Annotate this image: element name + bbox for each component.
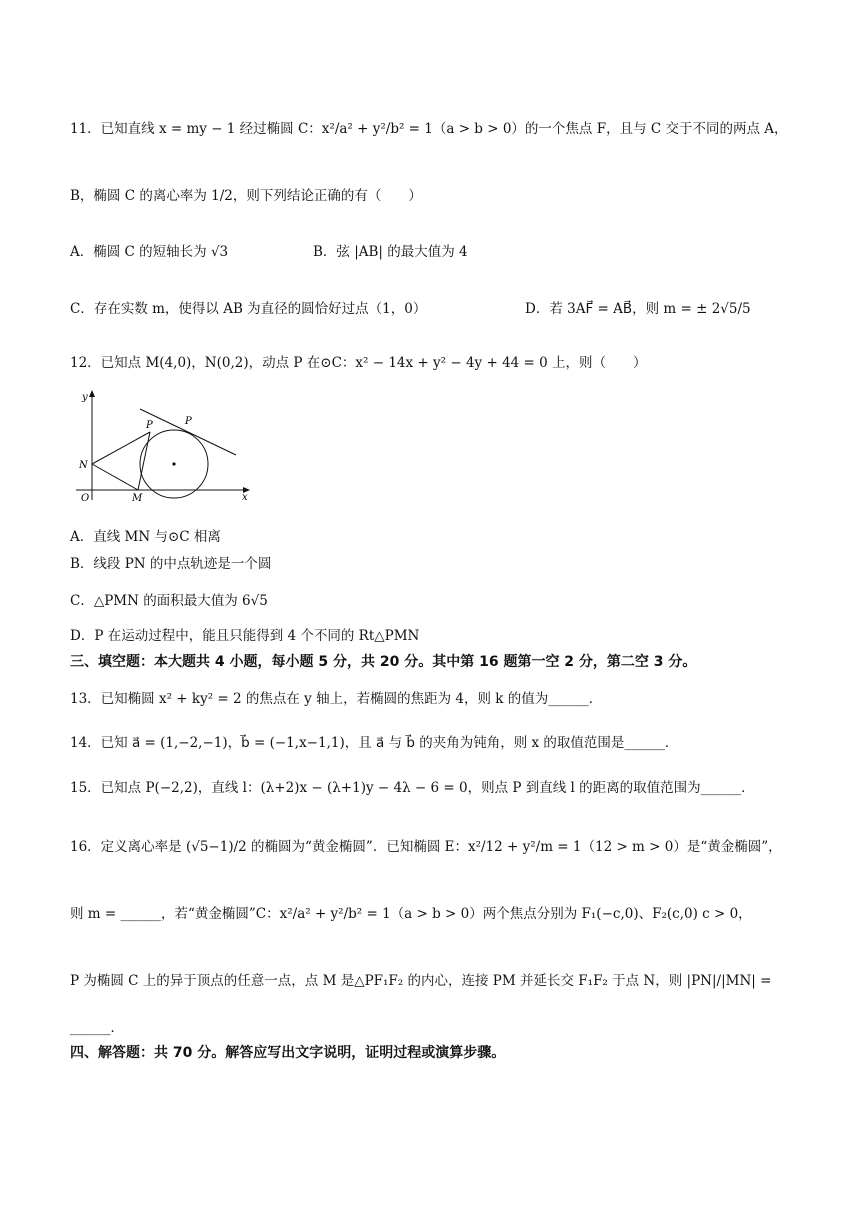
- q12-option-a: A．直线 MN 与⊙C 相离: [70, 529, 221, 545]
- label-y: y: [82, 392, 88, 403]
- segment-nm: [92, 464, 138, 490]
- y-axis-arrow-icon: [89, 390, 95, 397]
- q11-option-d: D．若 3AF⃗ = AB⃗，则 m = ± 2√5/5: [525, 301, 751, 317]
- q15: 15．已知点 P(−2,2)，直线 l：(λ+2)x − (λ+1)y − 4λ − 6 = 0，则点 P 到直线 l 的距离的取值范围为______．: [70, 780, 755, 796]
- q12-option-c: C．△PMN 的面积最大值为 6√5: [70, 593, 268, 609]
- q13: 13．已知椭圆 x² + ky² = 2 的焦点在 y 轴上，若椭圆的焦距为 4，则 k 的值为______．: [70, 691, 603, 707]
- q11-option-b: B．弦 |AB| 的最大值为 4: [313, 244, 468, 260]
- label-origin: O: [81, 493, 90, 504]
- label-n: N: [79, 460, 88, 471]
- section4-heading: 四、解答题：共 70 分。解答应写出文字说明，证明过程或演算步骤。: [70, 1045, 506, 1061]
- label-p2: P: [185, 416, 192, 427]
- q11-option-a: A．椭圆 C 的短轴长为 √3: [70, 244, 229, 260]
- q16-line3: P 为椭圆 C 上的异于顶点的任意一点，点 M 是△PF₁F₂ 的内心，连接 PM 并延长交 F₁F₂ 于点 N，则 |PN|/|MN| =: [70, 973, 772, 989]
- q16-line2: 则 m = ______，若“黄金椭圆”C：x²/a² + y²/b² = 1（a > b > 0）两个焦点分别为 F₁(−c,0)、F₂(c,0) c > 0，: [70, 906, 752, 922]
- q11-line2: B，椭圆 C 的离心率为 1/2，则下列结论正确的有（ ）: [70, 188, 422, 204]
- label-p1: P: [146, 420, 153, 431]
- section3-heading: 三、填空题：本大题共 4 小题，每小题 5 分，共 20 分。其中第 16 题第一空 2 分，第二空 3 分。: [70, 654, 697, 670]
- q12-option-b: B．线段 PN 的中点轨迹是一个圆: [70, 556, 272, 572]
- q16-line1: 16．定义离心率是 (√5−1)/2 的椭圆为“黄金椭圆”．已知椭圆 E：x²/12 + y²/m = 1（12 > m > 0）是“黄金椭圆”，: [70, 839, 782, 855]
- circle-center-dot: [172, 462, 175, 465]
- label-m: M: [132, 493, 143, 504]
- q16-line4: ______．: [70, 1020, 124, 1036]
- q12-figure: [70, 388, 260, 508]
- q12-stem: 12．已知点 M(4,0)，N(0,2)，动点 P 在⊙C：x² − 14x + y² − 4y + 44 = 0 上，则（ ）: [70, 355, 647, 371]
- q11-line1: 11．已知直线 x = my − 1 经过椭圆 C：x²/a² + y²/b² = 1（a > b > 0）的一个焦点 F，且与 C 交于不同的两点 A，: [70, 121, 788, 137]
- q14: 14．已知 a⃗ = (1,−2,−1)，b⃗ = (−1,x−1,1)，且 a⃗ 与 b⃗ 的夹角为钝角，则 x 的取值范围是______．: [70, 735, 679, 751]
- segment-np: [92, 432, 150, 464]
- q11-option-c: C．存在实数 m，使得以 AB 为直径的圆恰好过点（1，0）: [70, 301, 427, 317]
- label-x: x: [242, 492, 248, 503]
- q12-option-d: D．P 在运动过程中，能且只能得到 4 个不同的 Rt△PMN: [70, 628, 420, 644]
